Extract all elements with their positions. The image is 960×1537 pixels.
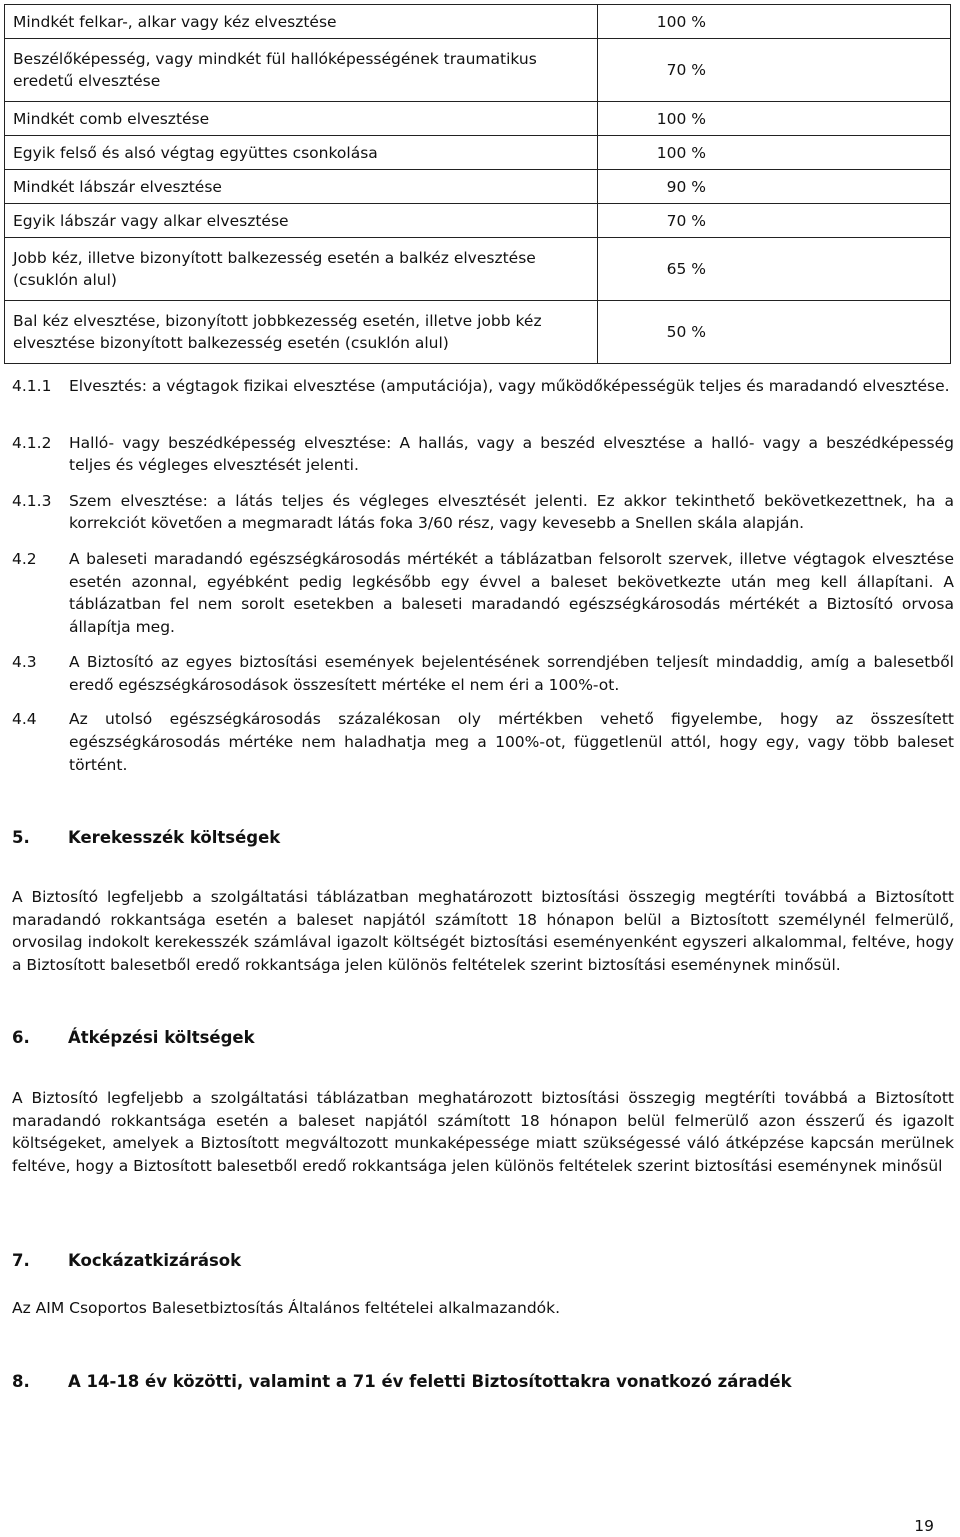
disability-percentage-table (4, 4, 951, 364)
clause-text: Az utolsó egészségkárosodás százalékosan oly mértékben vehető figyelembe, hogy az összesített egészségkárosodás mértéke nem haladhatja meg a 100%-ot, függetlenül attól, hogy egy, vagy több baleset történt. (69, 710, 954, 774)
table-cell-percent: 50 % (598, 301, 739, 364)
clause-4-1-3 (12, 490, 954, 534)
clause-text: A Biztosító az egyes biztosítási események bejelentésének sorrendjében teljesít mindaddig, amíg a balesetből eredő egészségkárosodások összesített mértéke el nem éri a 100%-ot. (69, 653, 954, 694)
table-cell-empty (738, 39, 951, 102)
table-cell-empty (738, 301, 951, 364)
table-cell-percent: 70 % (598, 204, 739, 238)
table-cell-condition: Beszélőképesség, vagy mindkét fül hallóképességének traumatikus eredetű elvesztése (5, 39, 598, 102)
table-cell-percent: 100 % (598, 5, 739, 39)
page-number: 19 (914, 1517, 934, 1535)
table-cell-percent: 65 % (598, 238, 739, 301)
clause-number: 4.1.3 (12, 492, 52, 510)
table-row (5, 39, 951, 102)
clause-number: 4.3 (12, 653, 37, 671)
clause-4-1-1 (12, 375, 954, 397)
table-row (5, 170, 951, 204)
clause-text: Szem elvesztése: a látás teljes és végleges elvesztését jelenti. Ez akkor tekinthető bekövetkezettnek, ha a korrekciót követően a megmaradt látás foka 3/60 rész, vagy kevesebb a Snellen skála alapján. (69, 492, 954, 532)
table-cell-condition: Egyik felső és alsó végtag együttes csonkolása (5, 136, 598, 170)
table-cell-percent: 100 % (598, 102, 739, 136)
table-cell-percent: 100 % (598, 136, 739, 170)
table-row (5, 5, 951, 39)
table-row (5, 136, 951, 170)
clause-4-2 (12, 548, 954, 638)
table-cell-condition: Mindkét felkar-, alkar vagy kéz elvesztése (5, 5, 598, 39)
table-cell-condition: Bal kéz elvesztése, bizonyított jobbkezesség esetén, illetve jobb kéz elvesztése bizonyított balkezesség esetén (csuklón alul) (5, 301, 598, 364)
table-cell-empty (738, 170, 951, 204)
section-title: Átképzési költségek (68, 1028, 255, 1047)
table-row (5, 301, 951, 364)
table-cell-empty (738, 238, 951, 301)
section-title: Kockázatkizárások (68, 1251, 242, 1270)
section-5-heading (12, 827, 280, 849)
clause-text: A baleseti maradandó egészségkárosodás mértékét a táblázatban felsorolt szervek, illetve végtagok elvesztése esetén azonnal, egyébként pedig legkésőbb egy évvel a baleset bekövetkezte után meg kell állapítani. A táblázatban fel nem sorolt esetekben a baleseti maradandó egészségkárosodás mértékét a Biztosító orvosa állapítja meg. (69, 550, 954, 636)
table-cell-condition: Egyik lábszár vagy alkar elvesztése (5, 204, 598, 238)
table-cell-condition: Mindkét lábszár elvesztése (5, 170, 598, 204)
section-6-heading (12, 1027, 255, 1049)
clause-number: 4.4 (12, 710, 37, 728)
clause-number: 4.1.2 (12, 434, 52, 452)
table-cell-condition: Mindkét comb elvesztése (5, 102, 598, 136)
section-5-paragraph: A Biztosító legfeljebb a szolgáltatási táblázatban meghatározott biztosítási összegig megtéríti továbbá a Biztosított maradandó rokkantsága esetén a baleset napjától számított 18 hónapon belül a Biztosított személynél felmerülő, orvosilag indokolt kerekesszék számlával igazolt költségét biztosítási eseményenként egyszeri alkalommal, feltéve, hogy a Biztosított balesetből eredő rokkantsága jelen különös feltételek szerint biztosítási eseménynek minősül. (12, 888, 954, 974)
clause-number: 4.1.1 (12, 377, 52, 395)
clause-number: 4.2 (12, 550, 37, 568)
table-cell-condition: Jobb kéz, illetve bizonyított balkezesség esetén a balkéz elvesztése (csuklón alul) (5, 238, 598, 301)
section-title: Kerekesszék költségek (68, 828, 281, 847)
section-title: A 14-18 év közötti, valamint a 71 év feletti Biztosítottakra vonatkozó záradék (68, 1372, 792, 1391)
table-cell-empty (738, 204, 951, 238)
clause-text: Elvesztés: a végtagok fizikai elvesztése (amputációja), vagy működőképességük teljes és maradandó elvesztése. (69, 377, 950, 395)
table-cell-percent: 90 % (598, 170, 739, 204)
clause-4-3 (12, 651, 954, 696)
section-8-heading (12, 1371, 792, 1393)
clause-4-1-2 (12, 432, 954, 476)
section-6-paragraph: A Biztosító legfeljebb a szolgáltatási táblázatban meghatározott biztosítási összegig megtéríti továbbá a Biztosított maradandó rokkantsága esetén a baleset napjától számított 18 hónapon belül felmerülő azon ésszerű és igazolt költségeket, amelyek a Biztosított megváltozott munkaképessége miatt szükségessé váló átképzése kapcsán merülnek feltéve, hogy a Biztosított balesetből eredő rokkantsága jelen különös feltételek szerint biztosítási eseménynek minősül (12, 1089, 954, 1175)
table-cell-empty (738, 102, 951, 136)
table-cell-empty (738, 136, 951, 170)
table-cell-empty (738, 5, 951, 39)
table-row (5, 204, 951, 238)
table-row (5, 238, 951, 301)
section-7-heading (12, 1250, 241, 1272)
section-number: 6. (12, 1028, 30, 1047)
clause-text: Halló- vagy beszédképesség elvesztése: A hallás, vagy a beszéd elvesztése a halló- vagy a beszédképesség teljes és végleges elvesztését jelenti. (69, 434, 954, 474)
section-number: 7. (12, 1251, 30, 1270)
section-number: 5. (12, 828, 30, 847)
table-cell-percent: 70 % (598, 39, 739, 102)
section-7-paragraph: Az AIM Csoportos Balesetbiztosítás Általános feltételei alkalmazandók. (12, 1299, 561, 1317)
clause-4-4 (12, 708, 954, 777)
table-row (5, 102, 951, 136)
section-number: 8. (12, 1372, 30, 1391)
